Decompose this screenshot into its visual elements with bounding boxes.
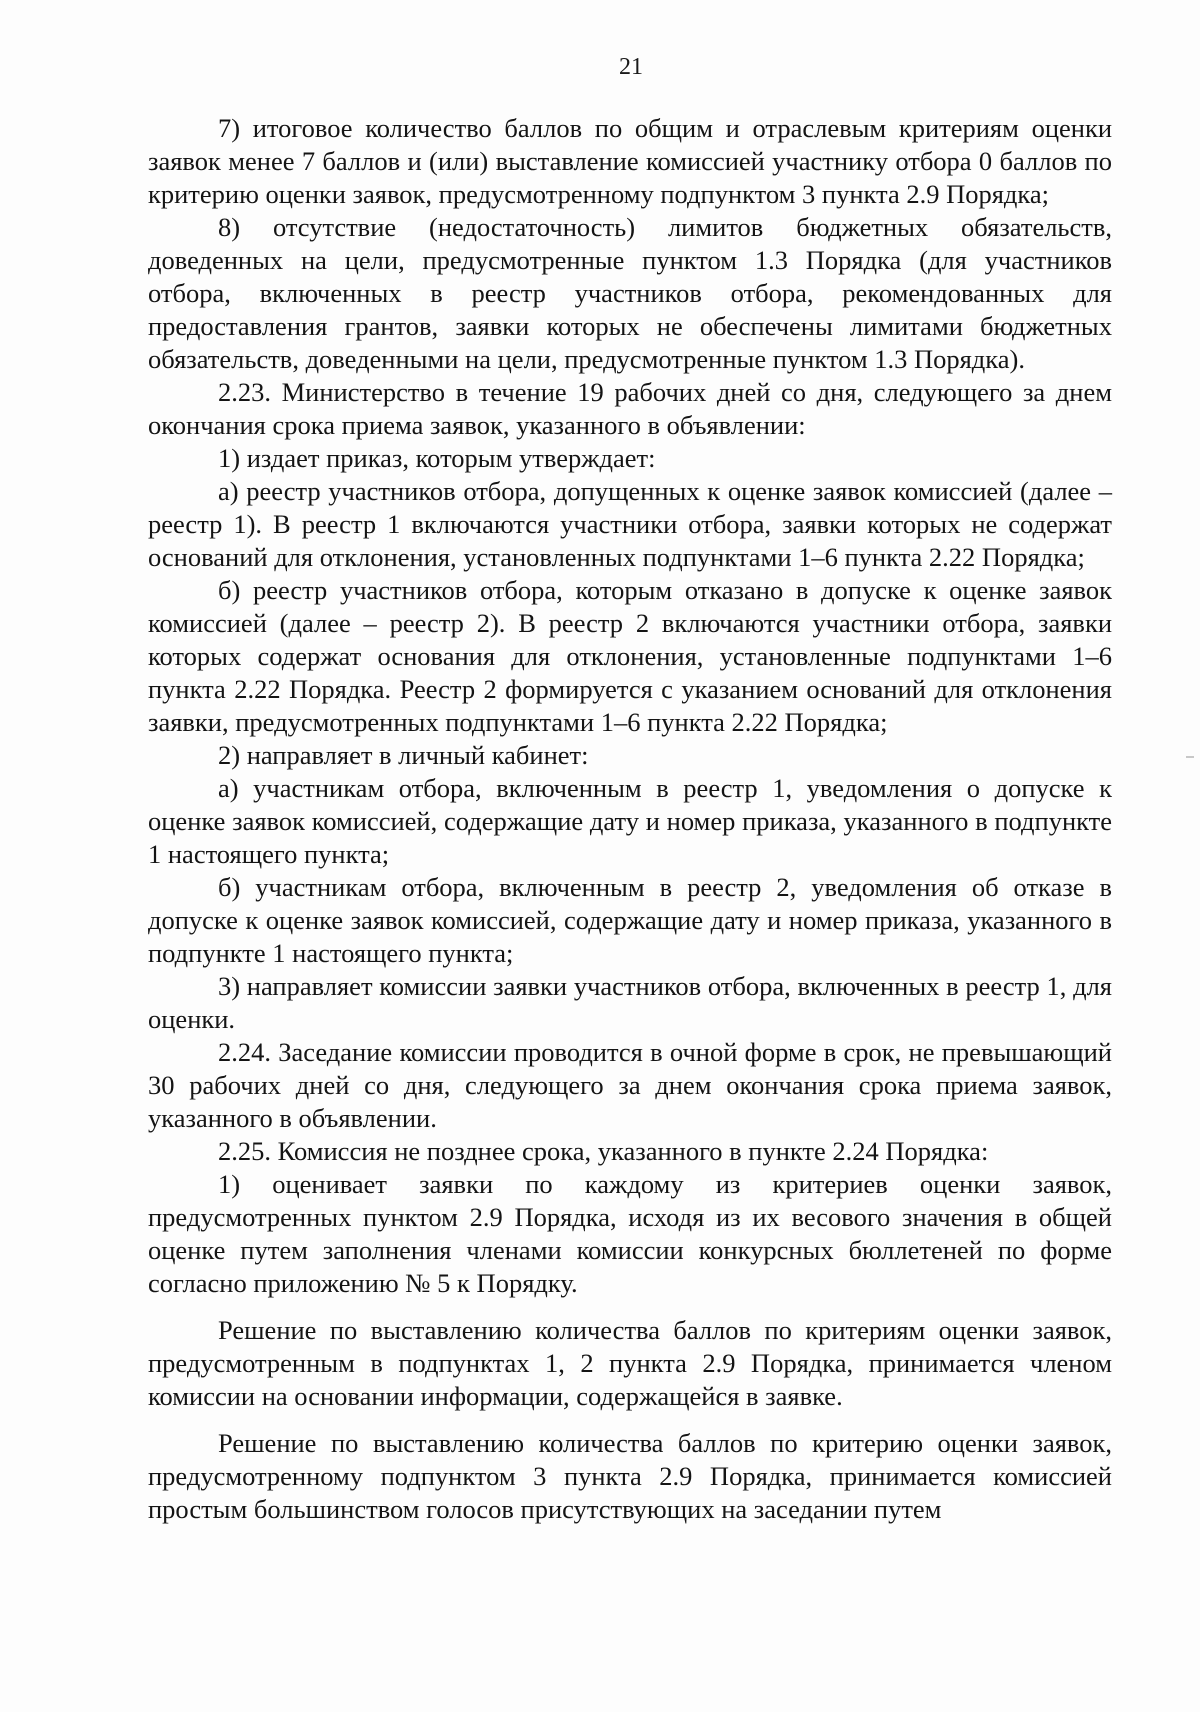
scan-edge-mark (1186, 756, 1194, 758)
paragraph-2-25-1: 1) оценивает заявки по каждому из критериев оценки заявок, предусмотренных пунктом 2.9 Порядка, исходя из их весового значения в общей оценке путем заполнения членами комиссии конкурсных бюллетеней по форме согласно приложению № 5 к Порядку. (148, 1169, 1112, 1298)
paragraph-2-23: 2.23. Министерство в течение 19 рабочих дней со дня, следующего за днем окончания срока приема заявок, указанного в объявлении: (148, 377, 1112, 440)
paragraph-2-25: 2.25. Комиссия не позднее срока, указанного в пункте 2.24 Порядка: (218, 1136, 989, 1166)
paragraph-2-24: 2.24. Заседание комиссии проводится в очной форме в срок, не превышающий 30 рабочих дней со дня, следующего за днем окончания срока приема заявок, указанного в объявлении. (148, 1037, 1112, 1133)
page-number: 21 (619, 54, 643, 80)
paragraph-7-total-score: 7) итоговое количество баллов по общим и отраслевым критериям оценки заявок менее 7 баллов и (или) выставление комиссией участнику отбора 0 баллов по критерию оценки заявок, предусмотренному подпунктом 3 пункта 2.9 Порядка; (148, 113, 1112, 209)
paragraph-2-23-2: 2) направляет в личный кабинет: (218, 740, 589, 770)
paragraph-decision-criterion-3: Решение по выставлению количества баллов по критерию оценки заявок, предусмотренному подпунктом 3 пункта 2.9 Порядка, принимается комиссией простым большинством голосов присутствующих на заседании путем (148, 1428, 1112, 1524)
paragraph-8-budget-limits: 8) отсутствие (недостаточность) лимитов бюджетных обязательств, доведенных на цели, предусмотренные пунктом 1.3 Порядка (для участников отбора, включенных в реестр участников отбора, рекомендованных для предоставления грантов, заявки которых не обеспечены лимитами бюджетных обязательств, доведенными на цели, предусмотренные пунктом 1.3 Порядка). (148, 212, 1112, 374)
paragraph-2-23-1-b: б) реестр участников отбора, которым отказано в допуске к оценке заявок комиссией (далее – реестр 2). В реестр 2 включаются участники отбора, заявки которых содержат основания для отклонения, установленные подпунктами 1–6 пункта 2.22 Порядка. Реестр 2 формируется с указанием оснований для отклонения заявки, предусмотренных подпунктами 1–6 пункта 2.22 Порядка; (148, 575, 1112, 737)
paragraph-decision-criteria-1-2: Решение по выставлению количества баллов по критериям оценки заявок, предусмотренным в подпунктах 1, 2 пункта 2.9 Порядка, принимается членом комиссии на основании информации, содержащейся в заявке. (148, 1315, 1112, 1411)
document-body (148, 112, 1112, 1526)
paragraph-2-23-3: 3) направляет комиссии заявки участников отбора, включенных в реестр 1, для оценки. (148, 971, 1112, 1034)
paragraph-2-23-2-a: а) участникам отбора, включенным в реестр 1, уведомления о допуске к оценке заявок комиссией, содержащие дату и номер приказа, указанного в подпункте 1 настоящего пункта; (148, 773, 1112, 869)
paragraph-2-23-1: 1) издает приказ, которым утверждает: (218, 443, 656, 473)
paragraph-2-23-2-b: б) участникам отбора, включенным в реестр 2, уведомления об отказе в допуске к оценке заявок комиссией, содержащие дату и номер приказа, указанного в подпункте 1 настоящего пункта; (148, 872, 1112, 968)
paragraph-2-23-1-a: а) реестр участников отбора, допущенных к оценке заявок комиссией (далее – реестр 1). В реестр 1 включаются участники отбора, заявки которых не содержат оснований для отклонения, установленных подпунктами 1–6 пункта 2.22 Порядка; (148, 476, 1112, 572)
